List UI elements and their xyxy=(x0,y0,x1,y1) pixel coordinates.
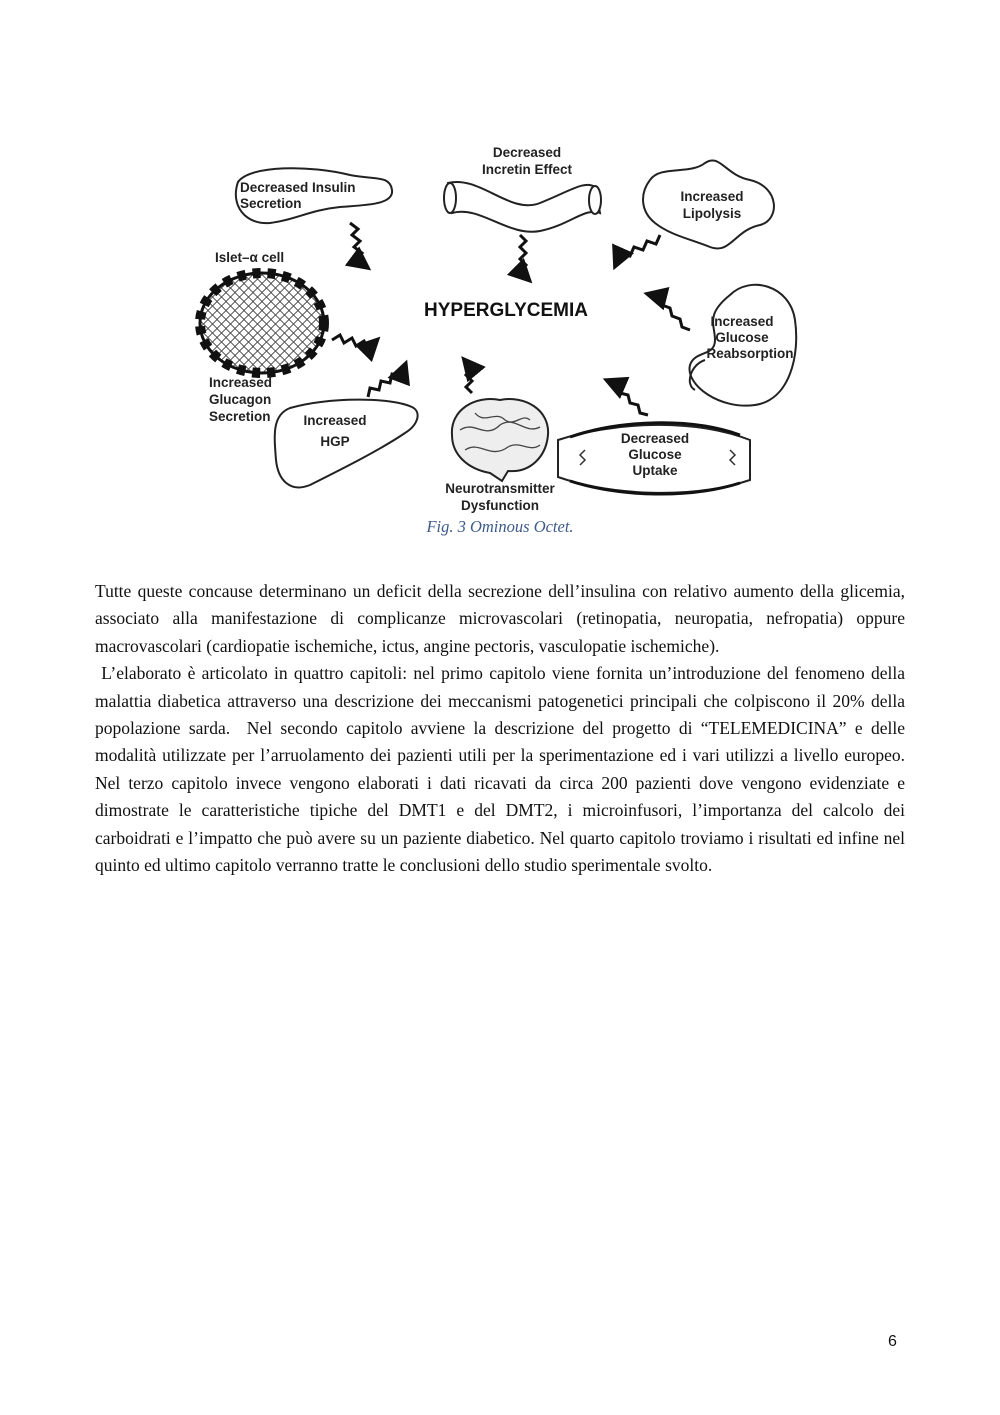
reabsorption-label-3: Reabsorption xyxy=(706,346,794,361)
incretin-label-1: Decreased xyxy=(492,145,562,160)
insulin-label-2: Secretion xyxy=(240,196,302,211)
body-text xyxy=(95,578,910,879)
ominous-octet-diagram xyxy=(190,135,815,520)
glucagon-label-3: Secretion xyxy=(209,409,271,424)
reabsorption-label-2: Glucose xyxy=(715,330,769,345)
arrow-lipolysis xyxy=(617,235,660,262)
arrow-islet xyxy=(332,335,374,349)
page-number: 6 xyxy=(888,1333,897,1350)
uptake-label-1: Decreased xyxy=(620,431,690,446)
figure-caption: Fig. 3 Ominous Octet. xyxy=(426,517,574,536)
brain-shape xyxy=(452,399,548,481)
neuro-label-1: Neurotransmitter xyxy=(445,481,555,496)
paragraph-1: Tutte queste concause determinano un deficit della secrezione dell’insulina con relativo aumento della glicemia, associato alla manifestazione di complicanze microvascolari (retinopatia, neuropatia, nefropatia) oppure macrovascolari (cardiopatie ischemiche, ictus, angine pectoris, vasculopatie ischemiche). xyxy=(95,581,905,656)
glucagon-label-2: Glucagon xyxy=(209,392,272,407)
hyperglycemia-label: HYPERGLYCEMIA xyxy=(424,300,588,321)
hgp-label-1: Increased xyxy=(303,413,367,428)
lipolysis-label-2: Lipolysis xyxy=(682,206,742,221)
arrow-uptake xyxy=(611,382,648,415)
lipolysis-label-1: Increased xyxy=(680,189,744,204)
uptake-label-2: Glucose xyxy=(628,447,682,462)
incretin-label-2: Incretin Effect xyxy=(481,162,573,177)
insulin-label-1: Decreased Insulin xyxy=(240,180,356,195)
reabsorption-label-1: Increased xyxy=(710,314,774,329)
glucagon-label-1: Increased xyxy=(209,375,273,390)
arrow-hgp xyxy=(368,368,404,397)
islet-label: Islet–α cell xyxy=(215,250,285,265)
ominous-octet-figure xyxy=(190,135,815,520)
arrow-neuro xyxy=(466,363,472,393)
uptake-label-3: Uptake xyxy=(632,463,678,478)
fat-cell-shape xyxy=(643,160,774,248)
arrow-reabsorption xyxy=(652,295,690,330)
intestine-shape xyxy=(448,182,600,232)
neuro-label-2: Dysfunction xyxy=(460,498,540,513)
hgp-label-2: HGP xyxy=(320,434,350,449)
paragraph-2: L’elaborato è articolato in quattro capitoli: nel primo capitolo viene fornita un’introduzione del fenomeno della malattia diabetica attraverso una descrizione dei meccanismi patogenetici principali che colpiscono il 20% della popolazione sarda. Nel secondo capitolo avviene la descrizione del progetto di “TELEMEDICINA” e delle modalità utilizzate per l’arruolamento dei pazienti utili per la sperimentazione ed i vari utilizzi a livello europeo. Nel terzo capitolo invece vengono elaborati i dati ricavati da circa 200 pazienti dove vengono evidenziate e dimostrate le caratteristiche tipiche del DMT1 e del DMT2, i microinfusori, l’importanza del calcolo dei carboidrati e l’impatto che può avere su un paziente diabetico. Nel quarto capitolo troviamo i risultati ed infine nel quinto ed ultimo capitolo verranno tratte le conclusioni dello studio sperimentale svolto. xyxy=(95,663,910,876)
arrow-incretin xyxy=(520,235,526,277)
arrow-insulin xyxy=(350,223,364,265)
